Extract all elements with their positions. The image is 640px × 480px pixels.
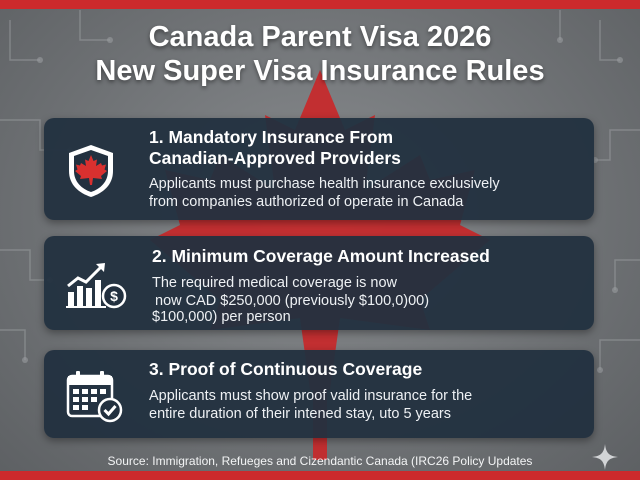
calendar-check-icon	[64, 368, 128, 424]
rule-2-body-line1: The required medical coverage is now	[152, 275, 398, 291]
rising-chart-dollar-icon	[64, 258, 128, 310]
sparkle-icon	[590, 442, 620, 472]
rule-1-heading-line2: Canadian-Approved Providers	[149, 148, 401, 168]
rule-2-body-line2: now CAD $250,000 (previously $100,0)00)	[155, 293, 430, 309]
rule-3-body-line1: Applicants must show proof valid insurance for the	[149, 388, 473, 404]
rule-card-3	[44, 350, 594, 438]
bottom-accent-bar	[0, 471, 640, 480]
shield-maple-leaf-icon	[66, 143, 116, 199]
rule-card-2	[44, 236, 594, 330]
top-accent-bar	[0, 0, 640, 9]
rule-2-heading: 2. Minimum Coverage Amount Increased	[152, 246, 490, 266]
rule-card-1	[44, 118, 594, 220]
rule-1-body-line2: from companies authorized of operate in Canada	[149, 194, 464, 210]
rule-2-body-line3: $100,000) per person	[152, 309, 291, 325]
page-title-line1: Canada Parent Visa 2026	[148, 21, 492, 53]
rule-3-heading: 3. Proof of Continuous Coverage	[149, 359, 423, 379]
rule-1-body-line1: Applicants must purchase health insurance exclusively	[149, 176, 500, 192]
rule-1-heading-line1: 1. Mandatory Insurance From	[149, 127, 394, 147]
page-title-line2: New Super Visa Insurance Rules	[95, 55, 545, 87]
source-citation: Source: Immigration, Refueges and Cizendantic Canada (IRC26 Policy Updates	[107, 454, 533, 468]
rule-3-body-line2: entire duration of their intened stay, uto 5 years	[149, 406, 451, 422]
svg-text:$: $	[110, 288, 118, 304]
